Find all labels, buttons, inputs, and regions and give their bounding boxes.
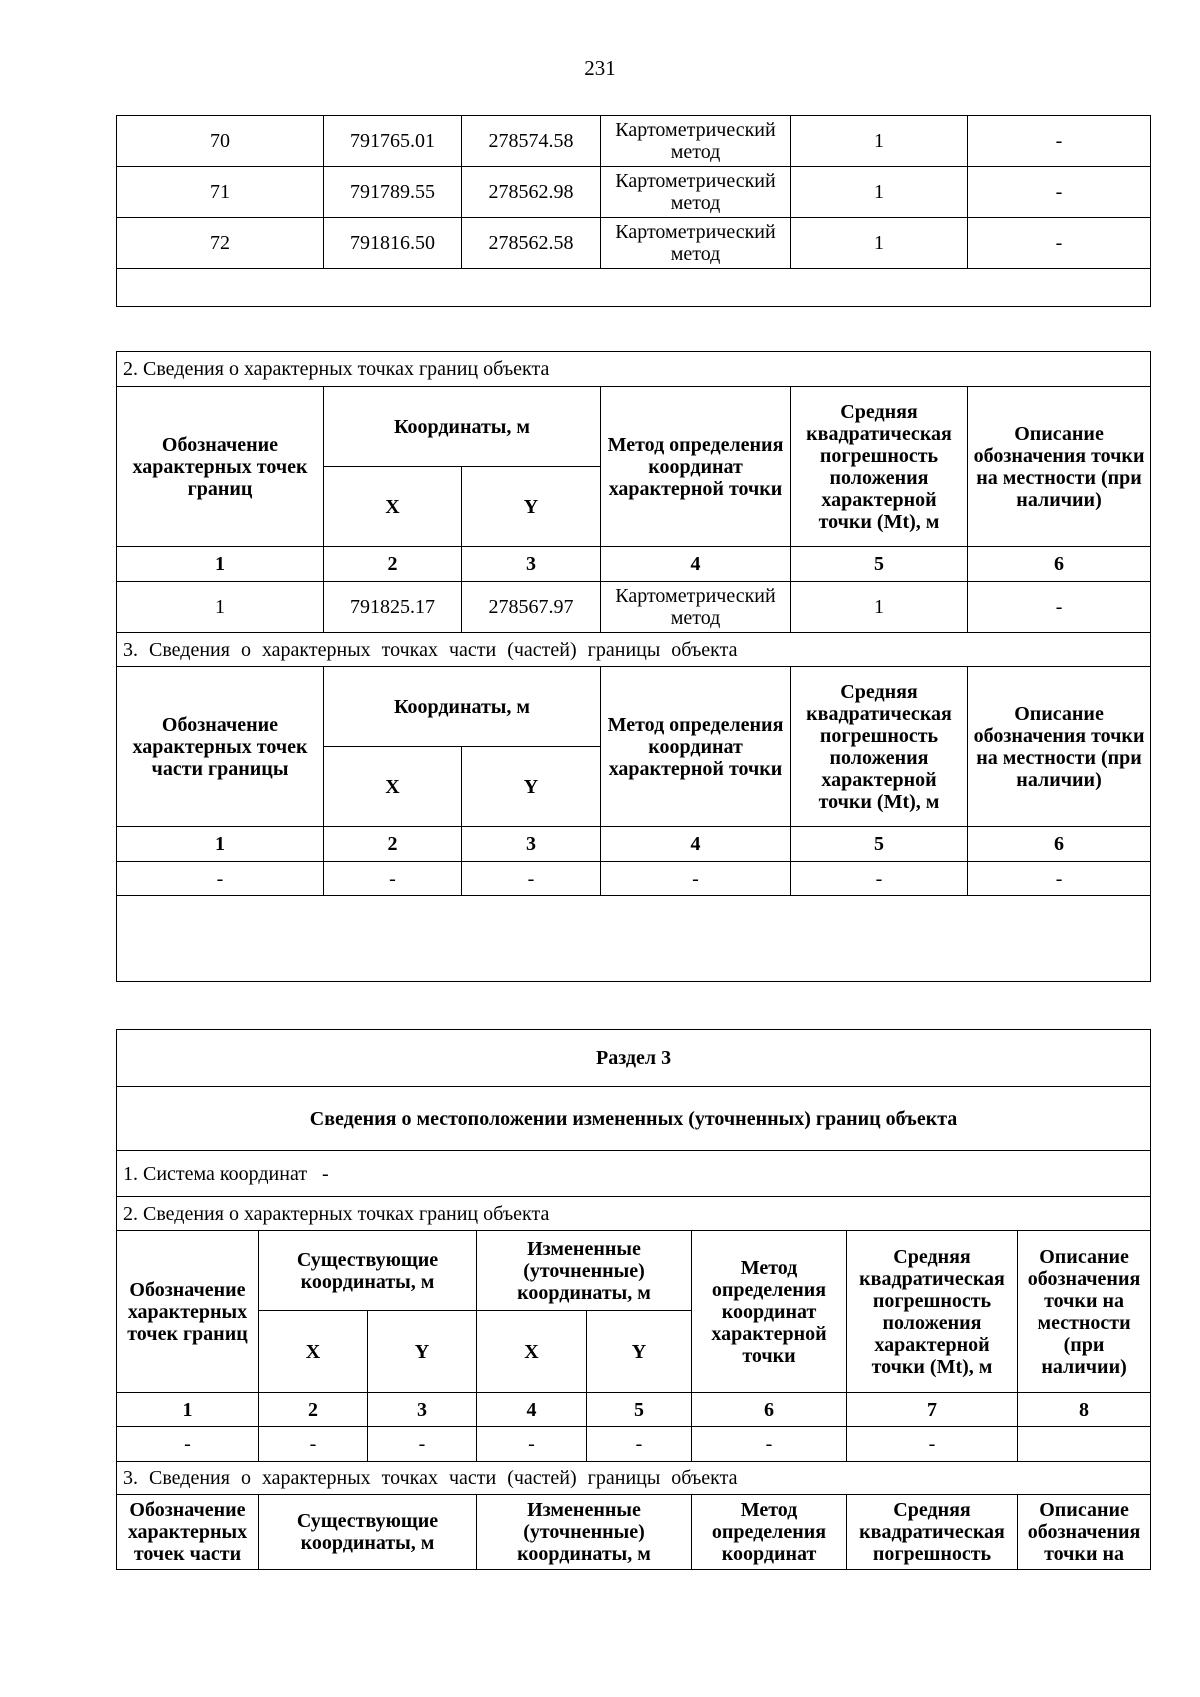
column-number: 3 bbox=[462, 547, 601, 582]
coord-x: 791816.50 bbox=[324, 218, 462, 269]
column-number: 3 bbox=[368, 1393, 477, 1427]
header-description: Описание обозначения точки на bbox=[1018, 1495, 1151, 1570]
description: - bbox=[968, 582, 1151, 633]
header-description: Описание обозначения точки на местности (при наличии) bbox=[968, 667, 1151, 827]
column-number: 1 bbox=[117, 827, 324, 862]
coordinate-system: 1. Система координат - bbox=[117, 1151, 1151, 1197]
header-y: Y bbox=[462, 467, 601, 547]
point-number: 1 bbox=[117, 582, 324, 633]
cell-value bbox=[1018, 1427, 1151, 1462]
coord-x: 791825.17 bbox=[324, 582, 462, 633]
cell-value: - bbox=[117, 1427, 259, 1462]
cell-value: - bbox=[601, 862, 791, 896]
column-number: 1 bbox=[117, 547, 324, 582]
coordinates-table-continued bbox=[116, 115, 1151, 307]
header-changed-coordinates: Измененные (уточненные) координаты, м bbox=[477, 1231, 692, 1311]
header-y: Y bbox=[587, 1311, 692, 1393]
header-y: Y bbox=[462, 747, 601, 827]
method: Картометрический метод bbox=[601, 582, 791, 633]
cell-value: - bbox=[587, 1427, 692, 1462]
column-number: 6 bbox=[968, 547, 1151, 582]
column-numbers-row bbox=[117, 547, 1151, 582]
header-x: X bbox=[259, 1311, 368, 1393]
header-description: Описание обозначения точки на местности (при наличии) bbox=[1018, 1231, 1151, 1393]
cell-value: - bbox=[791, 862, 968, 896]
cell-value: - bbox=[259, 1427, 368, 1462]
cell-value: - bbox=[477, 1427, 587, 1462]
point-number: 72 bbox=[117, 218, 324, 269]
method: Картометрический метод bbox=[601, 218, 791, 269]
header-changed-coordinates: Измененные (уточненные) координаты, м bbox=[477, 1495, 692, 1570]
section-2-title: 2. Сведения о характерных точках границ объекта bbox=[117, 352, 1151, 387]
page-number: 231 bbox=[584, 56, 616, 80]
method: Картометрический метод bbox=[601, 167, 791, 218]
mt-value: 1 bbox=[791, 167, 968, 218]
mt-value: 1 bbox=[791, 218, 968, 269]
header-coordinates: Координаты, м bbox=[324, 667, 601, 747]
column-number: 6 bbox=[692, 1393, 847, 1427]
coord-y: 278574.58 bbox=[462, 116, 601, 167]
header-point-designation: Обозначение характерных точек части bbox=[117, 1495, 259, 1570]
mt-value: 1 bbox=[791, 116, 968, 167]
header-point-designation: Обозначение характерных точек границ bbox=[117, 387, 324, 547]
header-method: Метод определения координат bbox=[692, 1495, 847, 1570]
column-number: 3 bbox=[462, 827, 601, 862]
column-number: 6 bbox=[968, 827, 1151, 862]
description: - bbox=[968, 116, 1151, 167]
header-method: Метод определения координат характерной точки bbox=[692, 1231, 847, 1393]
table-row bbox=[117, 582, 1151, 633]
column-number: 4 bbox=[601, 547, 791, 582]
empty-row bbox=[117, 896, 1151, 982]
column-number: 2 bbox=[324, 827, 462, 862]
column-number: 5 bbox=[791, 547, 968, 582]
section-3-table bbox=[116, 1029, 1151, 1570]
cell-value: - bbox=[462, 862, 601, 896]
column-number: 4 bbox=[601, 827, 791, 862]
section-subtitle: Сведения о местоположении измененных (уточненных) границ объекта bbox=[117, 1087, 1151, 1151]
column-number: 2 bbox=[324, 547, 462, 582]
header-method: Метод определения координат характерной точки bbox=[601, 667, 791, 827]
section-3-title: 3. Сведения о характерных точках части (частей) границы объекта bbox=[117, 1462, 1151, 1495]
coord-y: 278562.98 bbox=[462, 167, 601, 218]
header-x: X bbox=[324, 747, 462, 827]
coord-y: 278562.58 bbox=[462, 218, 601, 269]
header-existing-coordinates: Существующие координаты, м bbox=[259, 1231, 477, 1311]
column-numbers-row bbox=[117, 827, 1151, 862]
description: - bbox=[968, 167, 1151, 218]
table-row bbox=[117, 116, 1151, 167]
column-number: 8 bbox=[1018, 1393, 1151, 1427]
method: Картометрический метод bbox=[601, 116, 791, 167]
cell-value: - bbox=[968, 862, 1151, 896]
header-point-designation: Обозначение характерных точек границ bbox=[117, 1231, 259, 1393]
section-2-title: 2. Сведения о характерных точках границ объекта bbox=[117, 1197, 1151, 1231]
header-coordinates: Координаты, м bbox=[324, 387, 601, 467]
header-y: Y bbox=[368, 1311, 477, 1393]
header-mt: Средняя квадратическая погрешность положения характерной точки (Mt), м bbox=[847, 1231, 1018, 1393]
column-number: 1 bbox=[117, 1393, 259, 1427]
table-row bbox=[117, 218, 1151, 269]
header-point-designation: Обозначение характерных точек части границы bbox=[117, 667, 324, 827]
boundary-points-table bbox=[116, 351, 1151, 982]
table-row bbox=[117, 1427, 1151, 1462]
header-mt: Средняя квадратическая погрешность bbox=[847, 1495, 1018, 1570]
empty-row bbox=[117, 269, 1151, 307]
mt-value: 1 bbox=[791, 582, 968, 633]
point-number: 71 bbox=[117, 167, 324, 218]
point-number: 70 bbox=[117, 116, 324, 167]
column-number: 5 bbox=[791, 827, 968, 862]
header-x: X bbox=[477, 1311, 587, 1393]
section-title: Раздел 3 bbox=[117, 1030, 1151, 1087]
cell-value: - bbox=[324, 862, 462, 896]
header-description: Описание обозначения точки на местности (при наличии) bbox=[968, 387, 1151, 547]
header-mt: Средняя квадратическая погрешность положения характерной точки (Mt), м bbox=[791, 667, 968, 827]
empty-cell bbox=[117, 269, 1151, 307]
description: - bbox=[968, 218, 1151, 269]
cell-value: - bbox=[692, 1427, 847, 1462]
header-x: X bbox=[324, 467, 462, 547]
column-number: 7 bbox=[847, 1393, 1018, 1427]
section-3-title: 3. Сведения о характерных точках части (частей) границы объекта bbox=[117, 633, 1151, 667]
cell-value: - bbox=[847, 1427, 1018, 1462]
table-row bbox=[117, 167, 1151, 218]
header-method: Метод определения координат характерной точки bbox=[601, 387, 791, 547]
header-existing-coordinates: Существующие координаты, м bbox=[259, 1495, 477, 1570]
table-row bbox=[117, 862, 1151, 896]
column-numbers-row bbox=[117, 1393, 1151, 1427]
cell-value: - bbox=[368, 1427, 477, 1462]
column-number: 2 bbox=[259, 1393, 368, 1427]
header-mt: Средняя квадратическая погрешность положения характерной точки (Mt), м bbox=[791, 387, 968, 547]
column-number: 5 bbox=[587, 1393, 692, 1427]
coord-x: 791765.01 bbox=[324, 116, 462, 167]
coord-y: 278567.97 bbox=[462, 582, 601, 633]
column-number: 4 bbox=[477, 1393, 587, 1427]
cell-value: - bbox=[117, 862, 324, 896]
empty-cell bbox=[117, 896, 1151, 982]
coord-x: 791789.55 bbox=[324, 167, 462, 218]
